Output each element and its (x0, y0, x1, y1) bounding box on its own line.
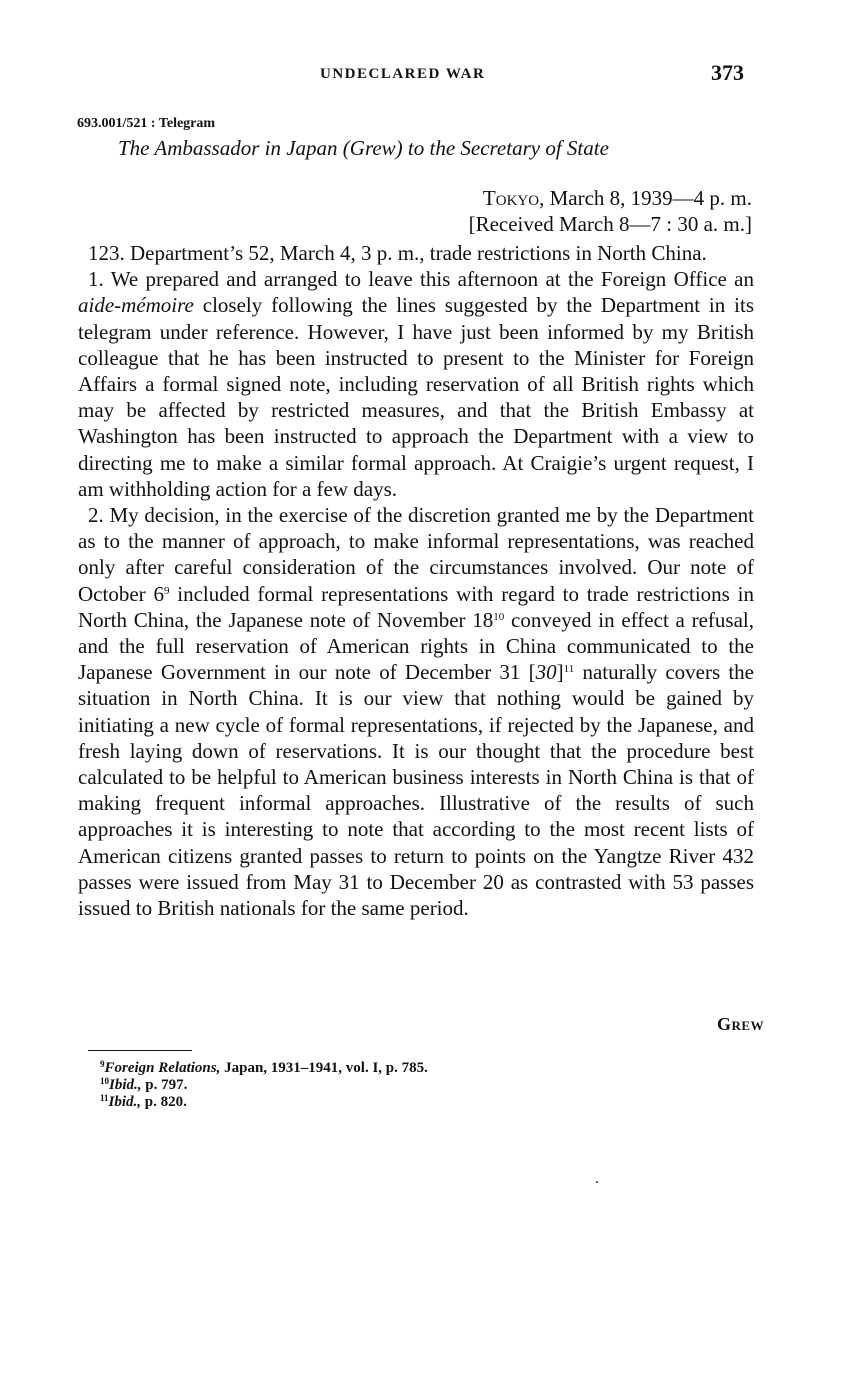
footnote-text: Japan, 1931–1941, vol. I, p. 785. (220, 1060, 428, 1076)
footnote-9 (100, 1060, 428, 1077)
p1-text-b: closely following the lines suggested by the Department in its telegram under reference. However, I have just been informed by my British colleague that he has been instructed to present to the Minister for Foreign Affairs a formal signed note, including reservation of all British rights which may be affected by restricted measures, and that the British Embassy at Washington has been instructed to approach the Department with a view to directing me to make a similar formal approach. At Craigie’s urgent request, I am withholding action for a few days. (78, 293, 754, 501)
dateline-sent (469, 185, 752, 211)
footnote-source: Ibid., (108, 1094, 142, 1110)
p2-text-b: included formal representations with regard to trade restrictions in North China, the Japanese note of November 18 (78, 581, 754, 632)
footnote-ref-11[interactable]: 11 (563, 663, 575, 676)
page-number: 373 (711, 60, 744, 85)
p1-italic-term: aide-mémoire (78, 293, 194, 318)
footnote-ref-10[interactable]: 10 (493, 610, 505, 623)
paragraph-intro: 123. Department’s 52, March 4, 3 p. m., trade restrictions in North China. (88, 241, 707, 265)
dateline-date: March 8, 1939—4 p. m. (544, 186, 752, 210)
signature: Grew (716, 1014, 764, 1034)
footnotes (100, 1060, 428, 1111)
footnote-mark: 9 (100, 1059, 105, 1069)
p2-text-d: ] (556, 660, 564, 685)
p2-text-e: naturally covers the situation in North China. It is our view that nothing would be gained by initiating a new cycle of formal representations, if rejected by the Japanese, and fresh laying down of reservations. It is our thought that the procedure best calculated to be helpful to American business interests in North China is that of making frequent informal approaches. Illustrative of the results of such approaches it is interesting to note that according to the most recent lists of American citizens granted passes to return to points on the Yangtze River 432 passes were issued from May 31 to December 20 as contrasted with 53 passes issued to British nationals for the same period. (78, 660, 755, 921)
footnote-divider (88, 1050, 192, 1051)
footnote-text: p. 797. (141, 1077, 188, 1093)
p2-italic-date: 30 (535, 660, 557, 685)
document-title: The Ambassador in Japan (Grew) to the Secretary of State (118, 136, 609, 160)
file-reference: 693.001/521 : Telegram (77, 116, 216, 131)
p1-text-a: 1. We prepared and arranged to leave this afternoon at the Foreign Office an (88, 267, 754, 292)
p2-text-a: 2. My decision, in the exercise of the discretion granted me by the Department as to the manner of approach, to make informal representations, was reached only after careful consideration of the circumstances involved. Our note of October 6 (78, 503, 754, 606)
footnote-text: p. 820. (141, 1094, 187, 1110)
footnote-ref-9[interactable]: 9 (163, 584, 170, 597)
paragraph-1 (78, 266, 754, 502)
footnote-11 (100, 1094, 428, 1111)
running-title: UNDECLARED WAR (320, 66, 486, 82)
footnote-mark: 10 (100, 1076, 109, 1086)
p2-text-c: conveyed in effect a refusal, and the full reservation of American rights in China communicated to the Japanese Government in our note of December 31 [ (78, 607, 754, 685)
footnote-10 (100, 1077, 428, 1094)
footnote-source: Foreign Relations, (104, 1060, 221, 1076)
footnote-source: Ibid., (109, 1077, 142, 1093)
running-header (0, 60, 852, 90)
telegram-body (78, 240, 754, 921)
dateline-received: [Received March 8—7 : 30 a. m.] (468, 212, 752, 236)
dateline (469, 185, 752, 237)
paragraph-2 (78, 502, 754, 921)
dateline-place: Tokyo, (482, 186, 545, 210)
footnote-mark: 11 (100, 1093, 109, 1103)
print-speck (596, 1181, 598, 1183)
